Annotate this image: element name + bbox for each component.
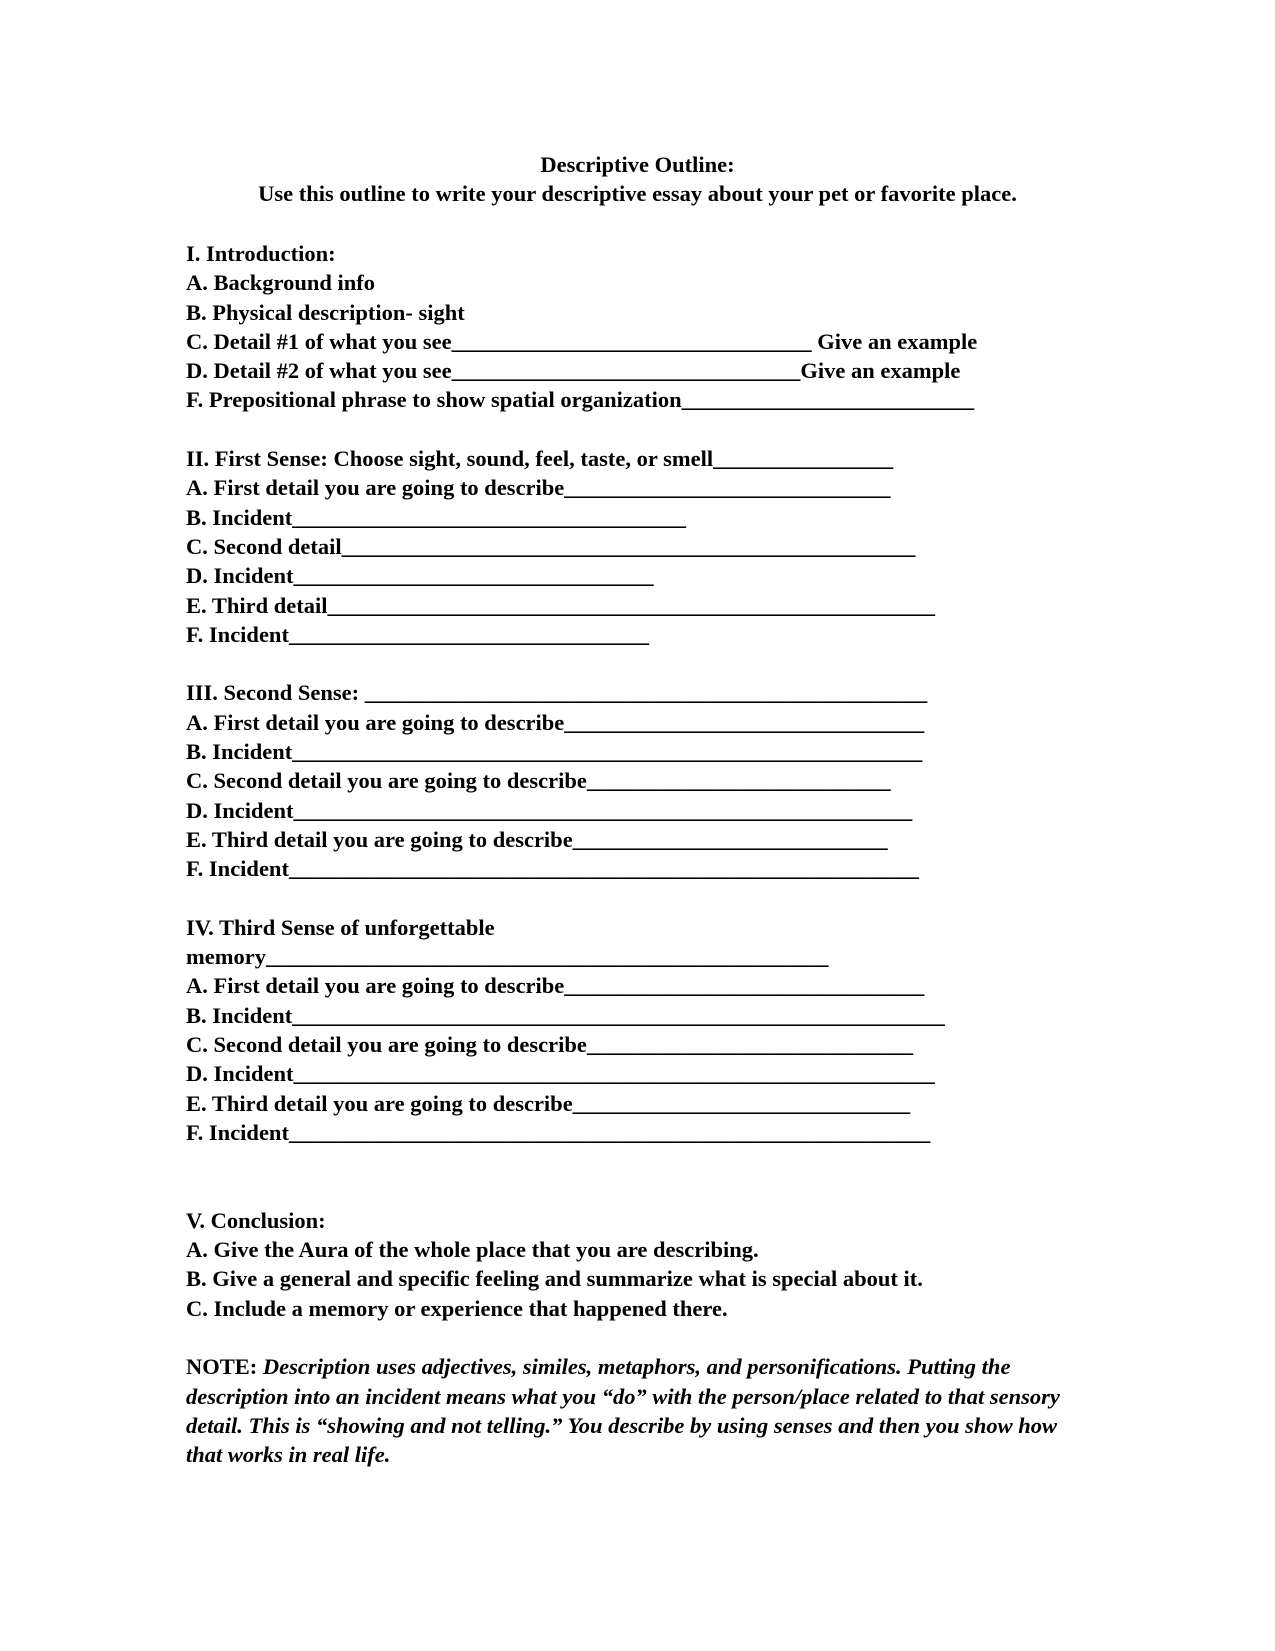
title-block <box>0 150 1275 208</box>
outline-line: B. Incident________________________________________________________ <box>186 739 923 765</box>
note-body: Description uses adjectives, similes, metaphors, and personifications. Putting the description into an incident means what you “do” with the person/place related to that sensory detail. This is “showing and not telling.” You describe by using senses and then you show how that works in real life. <box>186 1354 1060 1468</box>
section-spacer <box>186 1147 1086 1206</box>
section-spacer <box>186 884 1086 913</box>
outline-line: D. Incident_________________________________________________________ <box>186 1061 935 1087</box>
page-subtitle: Use this outline to write your descriptive essay about your pet or favorite place. <box>258 181 1017 206</box>
outline-line: E. Third detail you are going to describe____________________________ <box>186 826 888 852</box>
outline-line: E. Third detail______________________________________________________ <box>186 592 935 618</box>
outline-line: D. Incident_______________________________________________________ <box>186 797 913 823</box>
outline-line: F. Incident________________________________ <box>186 621 649 647</box>
section-spacer <box>186 649 1086 678</box>
outline-line: E. Third detail you are going to describe______________________________ <box>186 1090 911 1116</box>
outline-line: D. Detail #2 of what you see_______________________________Give an example <box>186 358 961 384</box>
outline-line: B. Incident___________________________________ <box>186 504 687 530</box>
outline-line: A. Background info <box>186 270 376 296</box>
outline-line: A. Give the Aura of the whole place that you are describing. <box>186 1237 759 1263</box>
outline-line: III. Second Sense: __________________________________________________ <box>186 680 928 706</box>
outline-line: C. Second detail you are going to describe___________________________ <box>186 768 891 794</box>
outline-line: B. Physical description- sight <box>186 299 465 325</box>
outline-line: II. First Sense: Choose sight, sound, feel, taste, or smell________________ <box>186 446 894 472</box>
section-conclusion <box>186 1206 1086 1323</box>
outline-line: C. Include a memory or experience that happened there. <box>186 1295 728 1321</box>
outline-line: C. Second detail you are going to describe_____________________________ <box>186 1032 914 1058</box>
outline-line: B. Incident__________________________________________________________ <box>186 1002 945 1028</box>
section-first-sense <box>186 444 1086 649</box>
note-paragraph <box>186 1352 1086 1469</box>
section-introduction <box>186 239 1086 415</box>
outline-line: C. Second detail___________________________________________________ <box>186 533 916 559</box>
section-spacer <box>186 415 1086 444</box>
outline-line: F. Incident________________________________________________________ <box>186 856 919 882</box>
section-spacer <box>186 1323 1086 1352</box>
outline-line: F. Incident_________________________________________________________ <box>186 1119 931 1145</box>
section-third-sense <box>186 913 1086 1147</box>
outline-line: C. Detail #1 of what you see________________________________ Give an example <box>186 328 978 354</box>
outline-line: IV. Third Sense of unforgettable <box>186 914 495 940</box>
section-second-sense <box>186 678 1086 883</box>
outline-line: B. Give a general and specific feeling and summarize what is special about it. <box>186 1266 923 1292</box>
outline-line: D. Incident________________________________ <box>186 563 654 589</box>
outline-content <box>186 239 1086 1469</box>
outline-line: F. Prepositional phrase to show spatial organization__________________________ <box>186 387 975 413</box>
outline-line: memory__________________________________________________ <box>186 944 829 970</box>
outline-line: A. First detail you are going to describe________________________________ <box>186 973 925 999</box>
outline-line: V. Conclusion: <box>186 1207 326 1233</box>
outline-line: A. First detail you are going to describe_____________________________ <box>186 475 891 501</box>
outline-line: A. First detail you are going to describe________________________________ <box>186 709 925 735</box>
page-title: Descriptive Outline: <box>540 152 735 177</box>
note-label: NOTE: <box>186 1354 263 1380</box>
outline-line: I. Introduction: <box>186 241 336 266</box>
